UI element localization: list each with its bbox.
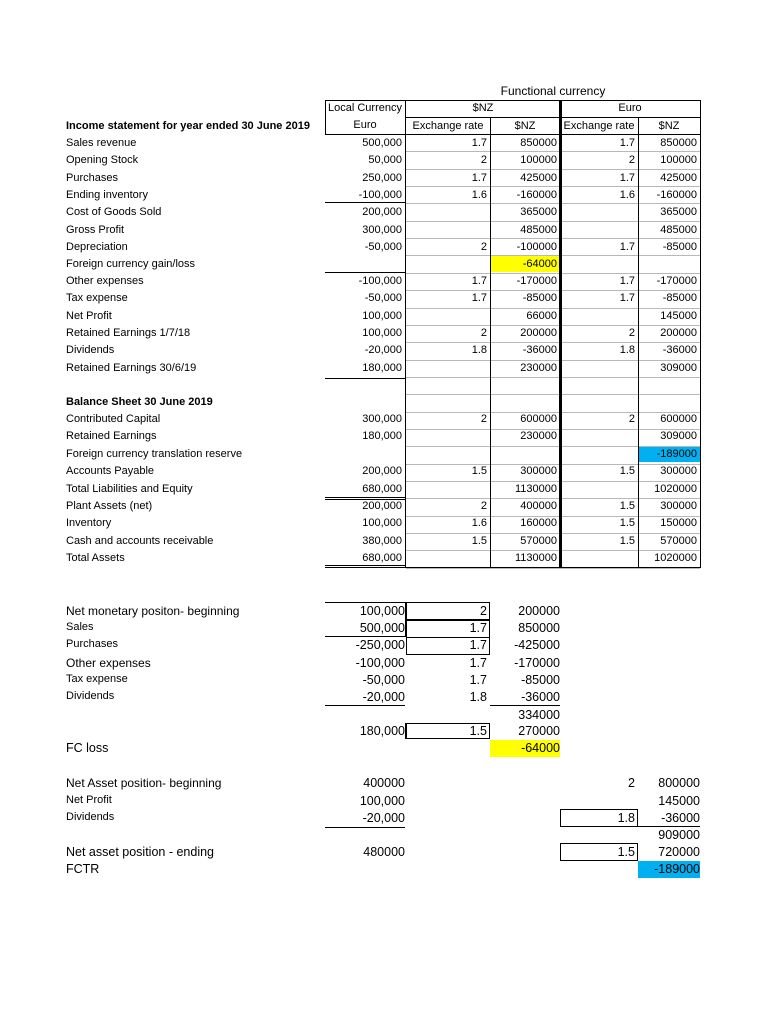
col-euro-header: Euro xyxy=(353,119,377,131)
income-row-label: Ending inventory xyxy=(66,189,148,201)
monetary-row-nz: 200000 xyxy=(518,604,560,618)
row-gridline xyxy=(406,273,700,274)
income-row-label: Gross Profit xyxy=(66,224,125,236)
monetary-ending-euro: 180,000 xyxy=(359,724,405,738)
income-row-nz: -170000 xyxy=(516,275,557,287)
income-row-rate-euro: 2 xyxy=(628,154,635,166)
functional-currency-header: Functional currency xyxy=(500,84,606,98)
balance-row-nz-euro: 570000 xyxy=(660,535,697,547)
income-row-nz: -64000 xyxy=(522,258,557,270)
monetary-rate-box-2 xyxy=(406,620,490,638)
balance-row-rate-euro: 1.5 xyxy=(619,500,635,512)
income-row-nz: -100000 xyxy=(516,241,557,253)
income-row-rate: 1.7 xyxy=(471,137,487,149)
income-row-nz-euro: 850000 xyxy=(660,137,697,149)
net-asset-euro-underline xyxy=(325,827,405,828)
income-row-label: Tax expense xyxy=(66,292,128,304)
balance-row-label: Retained Earnings xyxy=(66,430,157,442)
income-row-nz: 850000 xyxy=(520,137,557,149)
row-gridline xyxy=(406,446,700,447)
row-gridline xyxy=(406,394,700,395)
income-statement-title: Income statement for year ended 30 June 2019 xyxy=(66,120,310,132)
income-row-label: Retained Earnings 1/7/18 xyxy=(66,327,191,339)
income-row-nz-euro: -36000 xyxy=(662,344,697,356)
income-row-label: Net Profit xyxy=(66,310,112,322)
monetary-row-euro: -100,000 xyxy=(355,656,405,670)
income-row-rate: 1.7 xyxy=(471,275,487,287)
monetary-ending-nz: 270000 xyxy=(518,724,560,738)
row-gridline xyxy=(406,412,700,413)
net-asset-row-rate: 1.8 xyxy=(617,811,635,825)
balance-row-nz: 400000 xyxy=(520,500,557,512)
monetary-ending-rate: 1.5 xyxy=(469,724,487,738)
row-gridline xyxy=(406,464,700,465)
balance-row-label: Inventory xyxy=(66,517,112,529)
monetary-rate-box-3 xyxy=(406,637,490,655)
monetary-ending-rate-box xyxy=(406,723,490,739)
balance-row-euro: 680,000 xyxy=(362,483,402,495)
balance-row-label: Contributed Capital xyxy=(66,413,161,425)
income-row-nz-euro: 100000 xyxy=(660,154,697,166)
monetary-row-nz: -36000 xyxy=(521,690,560,704)
row-gridline xyxy=(406,516,700,517)
balance-row-euro: 680,000 xyxy=(362,552,402,564)
balance-row-rate-euro: 1.5 xyxy=(619,465,635,477)
income-row-euro: 250,000 xyxy=(362,172,402,184)
income-row-euro: -100,000 xyxy=(358,189,402,201)
income-row-nz-euro: 365000 xyxy=(660,206,697,218)
monetary-row-label: Purchases xyxy=(66,638,118,650)
income-row-euro: -20,000 xyxy=(364,344,402,356)
income-row-nz: 100000 xyxy=(520,154,557,166)
monetary-ending-euro-box xyxy=(325,723,406,739)
monetary-rate-box-1 xyxy=(406,602,490,620)
fctr-value: -189000 xyxy=(654,862,700,876)
income-row-euro: 300,000 xyxy=(362,224,402,236)
income-row-rate: 2 xyxy=(480,154,487,166)
header-bottom-line xyxy=(325,134,700,135)
header-top-line xyxy=(325,100,700,101)
balance-row-nz-euro: 300000 xyxy=(660,500,697,512)
balance-sheet-title: Balance Sheet 30 June 2019 xyxy=(66,396,213,408)
monetary-row-rate: 1.8 xyxy=(469,690,487,704)
income-row-rate: 1.7 xyxy=(471,172,487,184)
expenses-underline xyxy=(325,272,405,273)
income-row-nz: 365000 xyxy=(520,206,557,218)
assets-underline-a xyxy=(325,565,405,566)
nz-euro-divider xyxy=(559,100,562,568)
income-row-euro: -100,000 xyxy=(358,275,402,287)
income-row-rate: 1.6 xyxy=(471,189,487,201)
income-row-rate-euro: 1.7 xyxy=(619,137,635,149)
balance-row-label: Foreign currency translation reserve xyxy=(66,448,243,460)
net-asset-row-euro: 100,000 xyxy=(359,794,405,808)
net-asset-row-label: Dividends xyxy=(66,811,115,823)
income-row-nz-euro: 485000 xyxy=(660,224,697,236)
monetary-row-label: Other expenses xyxy=(66,656,151,670)
income-row-label: Sales revenue xyxy=(66,137,137,149)
income-row-label: Other expenses xyxy=(66,275,144,287)
monetary-row-euro: 500,000 xyxy=(359,621,405,635)
net-asset-row-label: Net Profit xyxy=(66,794,112,806)
income-row-euro: 50,000 xyxy=(368,154,402,166)
income-row-nz-euro: 309000 xyxy=(660,362,697,374)
income-row-nz-euro: -160000 xyxy=(656,189,697,201)
income-row-rate: 2 xyxy=(480,241,487,253)
monetary-row-rate: 1.7 xyxy=(469,656,487,670)
income-row-nz-euro: -85000 xyxy=(662,292,697,304)
balance-row-label: Total Liabilities and Equity xyxy=(66,483,193,495)
net-asset-row-rate: 2 xyxy=(628,776,635,790)
income-row-label: Foreign currency gain/loss xyxy=(66,258,196,270)
col-nz-header: $NZ xyxy=(514,120,536,132)
income-row-rate: 2 xyxy=(480,327,487,339)
income-row-rate-euro: 1.7 xyxy=(619,275,635,287)
fc-loss-label: FC loss xyxy=(66,741,109,755)
balance-row-nz: 1130000 xyxy=(514,552,557,564)
col4-right-border xyxy=(638,117,639,568)
income-row-label: Purchases xyxy=(66,172,118,184)
monetary-row-euro: 100,000 xyxy=(359,604,405,618)
monetary-row-euro: -50,000 xyxy=(362,673,405,687)
row-gridline xyxy=(406,342,700,343)
balance-row-rate: 2 xyxy=(480,500,487,512)
income-row-euro: 500,000 xyxy=(362,137,402,149)
balance-row-rate: 2 xyxy=(480,413,487,425)
row-gridline xyxy=(406,290,700,291)
col-exchange-rate-header-2: Exchange rate xyxy=(563,120,635,132)
income-row-rate: 1.8 xyxy=(471,344,487,356)
balance-row-euro: 180,000 xyxy=(362,430,402,442)
row-gridline xyxy=(406,203,700,204)
balance-row-nz: 1130000 xyxy=(514,483,557,495)
income-row-rate: 1.7 xyxy=(471,292,487,304)
table-bottom-line xyxy=(325,567,700,568)
balance-row-nz: 570000 xyxy=(520,535,557,547)
balance-row-nz: 600000 xyxy=(520,413,557,425)
balance-row-euro: 300,000 xyxy=(362,413,402,425)
income-row-rate-euro: 1.7 xyxy=(619,172,635,184)
balance-row-nz-euro: 600000 xyxy=(660,413,697,425)
row-gridline xyxy=(406,377,700,378)
liabilities-underline-a xyxy=(325,497,405,498)
balance-row-nz: 160000 xyxy=(520,517,557,529)
monetary-row-rate: 1.7 xyxy=(469,621,487,635)
net-asset-ending-euro: 480000 xyxy=(363,845,405,859)
row-gridline xyxy=(406,255,700,256)
monetary-euro-box xyxy=(325,602,406,637)
income-row-label: Retained Earnings 30/6/19 xyxy=(66,362,197,374)
income-row-nz-euro: 425000 xyxy=(660,172,697,184)
row-gridline xyxy=(406,151,700,152)
balance-row-label: Cash and accounts receivable xyxy=(66,535,214,547)
monetary-row-nz: 850000 xyxy=(518,621,560,635)
income-row-euro: 200,000 xyxy=(362,206,402,218)
row-gridline xyxy=(406,238,700,239)
row-gridline xyxy=(406,325,700,326)
income-row-euro: -50,000 xyxy=(364,241,402,253)
balance-row-rate: 1.6 xyxy=(471,517,487,529)
row-gridline xyxy=(406,186,700,187)
row-gridline xyxy=(406,429,700,430)
monetary-row-label: Dividends xyxy=(66,690,115,702)
monetary-row-euro: -250,000 xyxy=(355,638,405,652)
net-asset-row-euro: -20,000 xyxy=(362,811,405,825)
monetary-row-rate: 2 xyxy=(480,604,487,618)
row-gridline xyxy=(406,308,700,309)
income-row-nz: -36000 xyxy=(522,344,557,356)
balance-row-euro: 380,000 xyxy=(362,535,402,547)
income-row-nz: -160000 xyxy=(516,189,557,201)
monetary-nz-underline xyxy=(490,705,560,706)
balance-row-nz-euro: 1020000 xyxy=(654,552,697,564)
col2-right-border xyxy=(490,117,491,568)
nz-group-header: $NZ xyxy=(472,102,494,114)
fc-loss-value: -64000 xyxy=(521,741,560,755)
monetary-subtotal: 334000 xyxy=(518,708,560,722)
balance-row-label: Total Assets xyxy=(66,552,125,564)
income-row-rate-euro: 1.7 xyxy=(619,241,635,253)
balance-row-nz-euro: 150000 xyxy=(660,517,697,529)
fctr-label: FCTR xyxy=(66,862,100,876)
monetary-euro-underline xyxy=(325,705,405,706)
income-row-nz: -85000 xyxy=(522,292,557,304)
income-row-nz: 425000 xyxy=(520,172,557,184)
monetary-row-label: Sales xyxy=(66,621,94,633)
balance-row-label: Accounts Payable xyxy=(66,465,155,477)
col-nz-header-2: $NZ xyxy=(658,120,680,132)
balance-row-nz: 230000 xyxy=(520,430,557,442)
balance-row-nz-euro: 1020000 xyxy=(654,483,697,495)
balance-row-euro: 200,000 xyxy=(362,500,402,512)
monetary-row-rate: 1.7 xyxy=(469,638,487,652)
monetary-row-nz: -85000 xyxy=(521,673,560,687)
retained-underline xyxy=(325,378,405,379)
net-asset-ending-nz: 720000 xyxy=(658,845,700,859)
balance-row-rate: 1.5 xyxy=(471,465,487,477)
balance-row-euro: 100,000 xyxy=(362,517,402,529)
income-row-nz: 485000 xyxy=(520,224,557,236)
net-asset-subtotal: 909000 xyxy=(658,828,700,842)
table-right-border xyxy=(700,100,701,568)
income-row-euro: 100,000 xyxy=(362,327,402,339)
income-row-label: Cost of Goods Sold xyxy=(66,206,162,218)
liabilities-underline-b xyxy=(325,499,405,500)
income-row-nz-euro: -170000 xyxy=(656,275,697,287)
net-asset-ending-rate: 1.5 xyxy=(617,845,635,859)
row-gridline xyxy=(406,481,700,482)
income-row-rate-euro: 1.6 xyxy=(619,189,635,201)
income-row-nz: 200000 xyxy=(520,327,557,339)
monetary-row-label: Tax expense xyxy=(66,673,128,685)
income-row-nz-euro: 200000 xyxy=(660,327,697,339)
income-row-nz: 66000 xyxy=(526,310,557,322)
balance-row-rate-euro: 2 xyxy=(628,413,635,425)
row-gridline xyxy=(406,550,700,551)
row-gridline xyxy=(406,533,700,534)
income-row-euro: -50,000 xyxy=(364,292,402,304)
balance-row-nz: 300000 xyxy=(520,465,557,477)
row-gridline xyxy=(406,221,700,222)
net-asset-row-nz: 145000 xyxy=(658,794,700,808)
net-asset-ending-label: Net asset position - ending xyxy=(66,845,215,859)
balance-row-nz-euro: -189000 xyxy=(656,448,697,460)
income-row-label: Dividends xyxy=(66,344,115,356)
monetary-row-euro: -20,000 xyxy=(362,690,405,704)
monetary-row-nz: -170000 xyxy=(514,656,560,670)
balance-row-label: Plant Assets (net) xyxy=(66,500,153,512)
income-row-euro: 100,000 xyxy=(362,310,402,322)
balance-row-rate-euro: 1.5 xyxy=(619,517,635,529)
income-row-nz: 230000 xyxy=(520,362,557,374)
monetary-row-label: Net monetary positon- beginning xyxy=(66,604,240,618)
monetary-row-rate: 1.7 xyxy=(469,673,487,687)
net-asset-row-nz: -36000 xyxy=(661,811,700,825)
col-exchange-rate-header: Exchange rate xyxy=(412,120,484,132)
income-row-label: Depreciation xyxy=(66,241,128,253)
row-gridline xyxy=(406,360,700,361)
net-asset-row-label: Net Asset position- beginning xyxy=(66,776,222,790)
header-mid-line xyxy=(406,117,700,118)
local-currency-header: Local Currency xyxy=(328,102,402,114)
balance-row-nz-euro: 309000 xyxy=(660,430,697,442)
income-row-rate-euro: 1.7 xyxy=(619,292,635,304)
col1-right-border xyxy=(405,100,406,568)
net-asset-row-nz: 800000 xyxy=(658,776,700,790)
balance-row-rate: 1.5 xyxy=(471,535,487,547)
euro-group-header: Euro xyxy=(618,102,642,114)
balance-row-euro: 200,000 xyxy=(362,465,402,477)
income-row-euro: 180,000 xyxy=(362,362,402,374)
cogs-underline-top xyxy=(325,202,405,203)
income-row-label: Opening Stock xyxy=(66,154,139,166)
balance-row-rate-euro: 1.5 xyxy=(619,535,635,547)
income-row-rate-euro: 2 xyxy=(628,327,635,339)
income-row-nz-euro: 145000 xyxy=(660,310,697,322)
row-gridline xyxy=(406,498,700,499)
row-gridline xyxy=(406,568,700,569)
balance-row-nz-euro: 300000 xyxy=(660,465,697,477)
income-row-rate-euro: 1.8 xyxy=(619,344,635,356)
income-row-nz-euro: -85000 xyxy=(662,241,697,253)
monetary-row-nz: -425000 xyxy=(514,638,560,652)
row-gridline xyxy=(406,169,700,170)
col1-left-border xyxy=(325,100,326,134)
net-asset-row-euro: 400000 xyxy=(363,776,405,790)
